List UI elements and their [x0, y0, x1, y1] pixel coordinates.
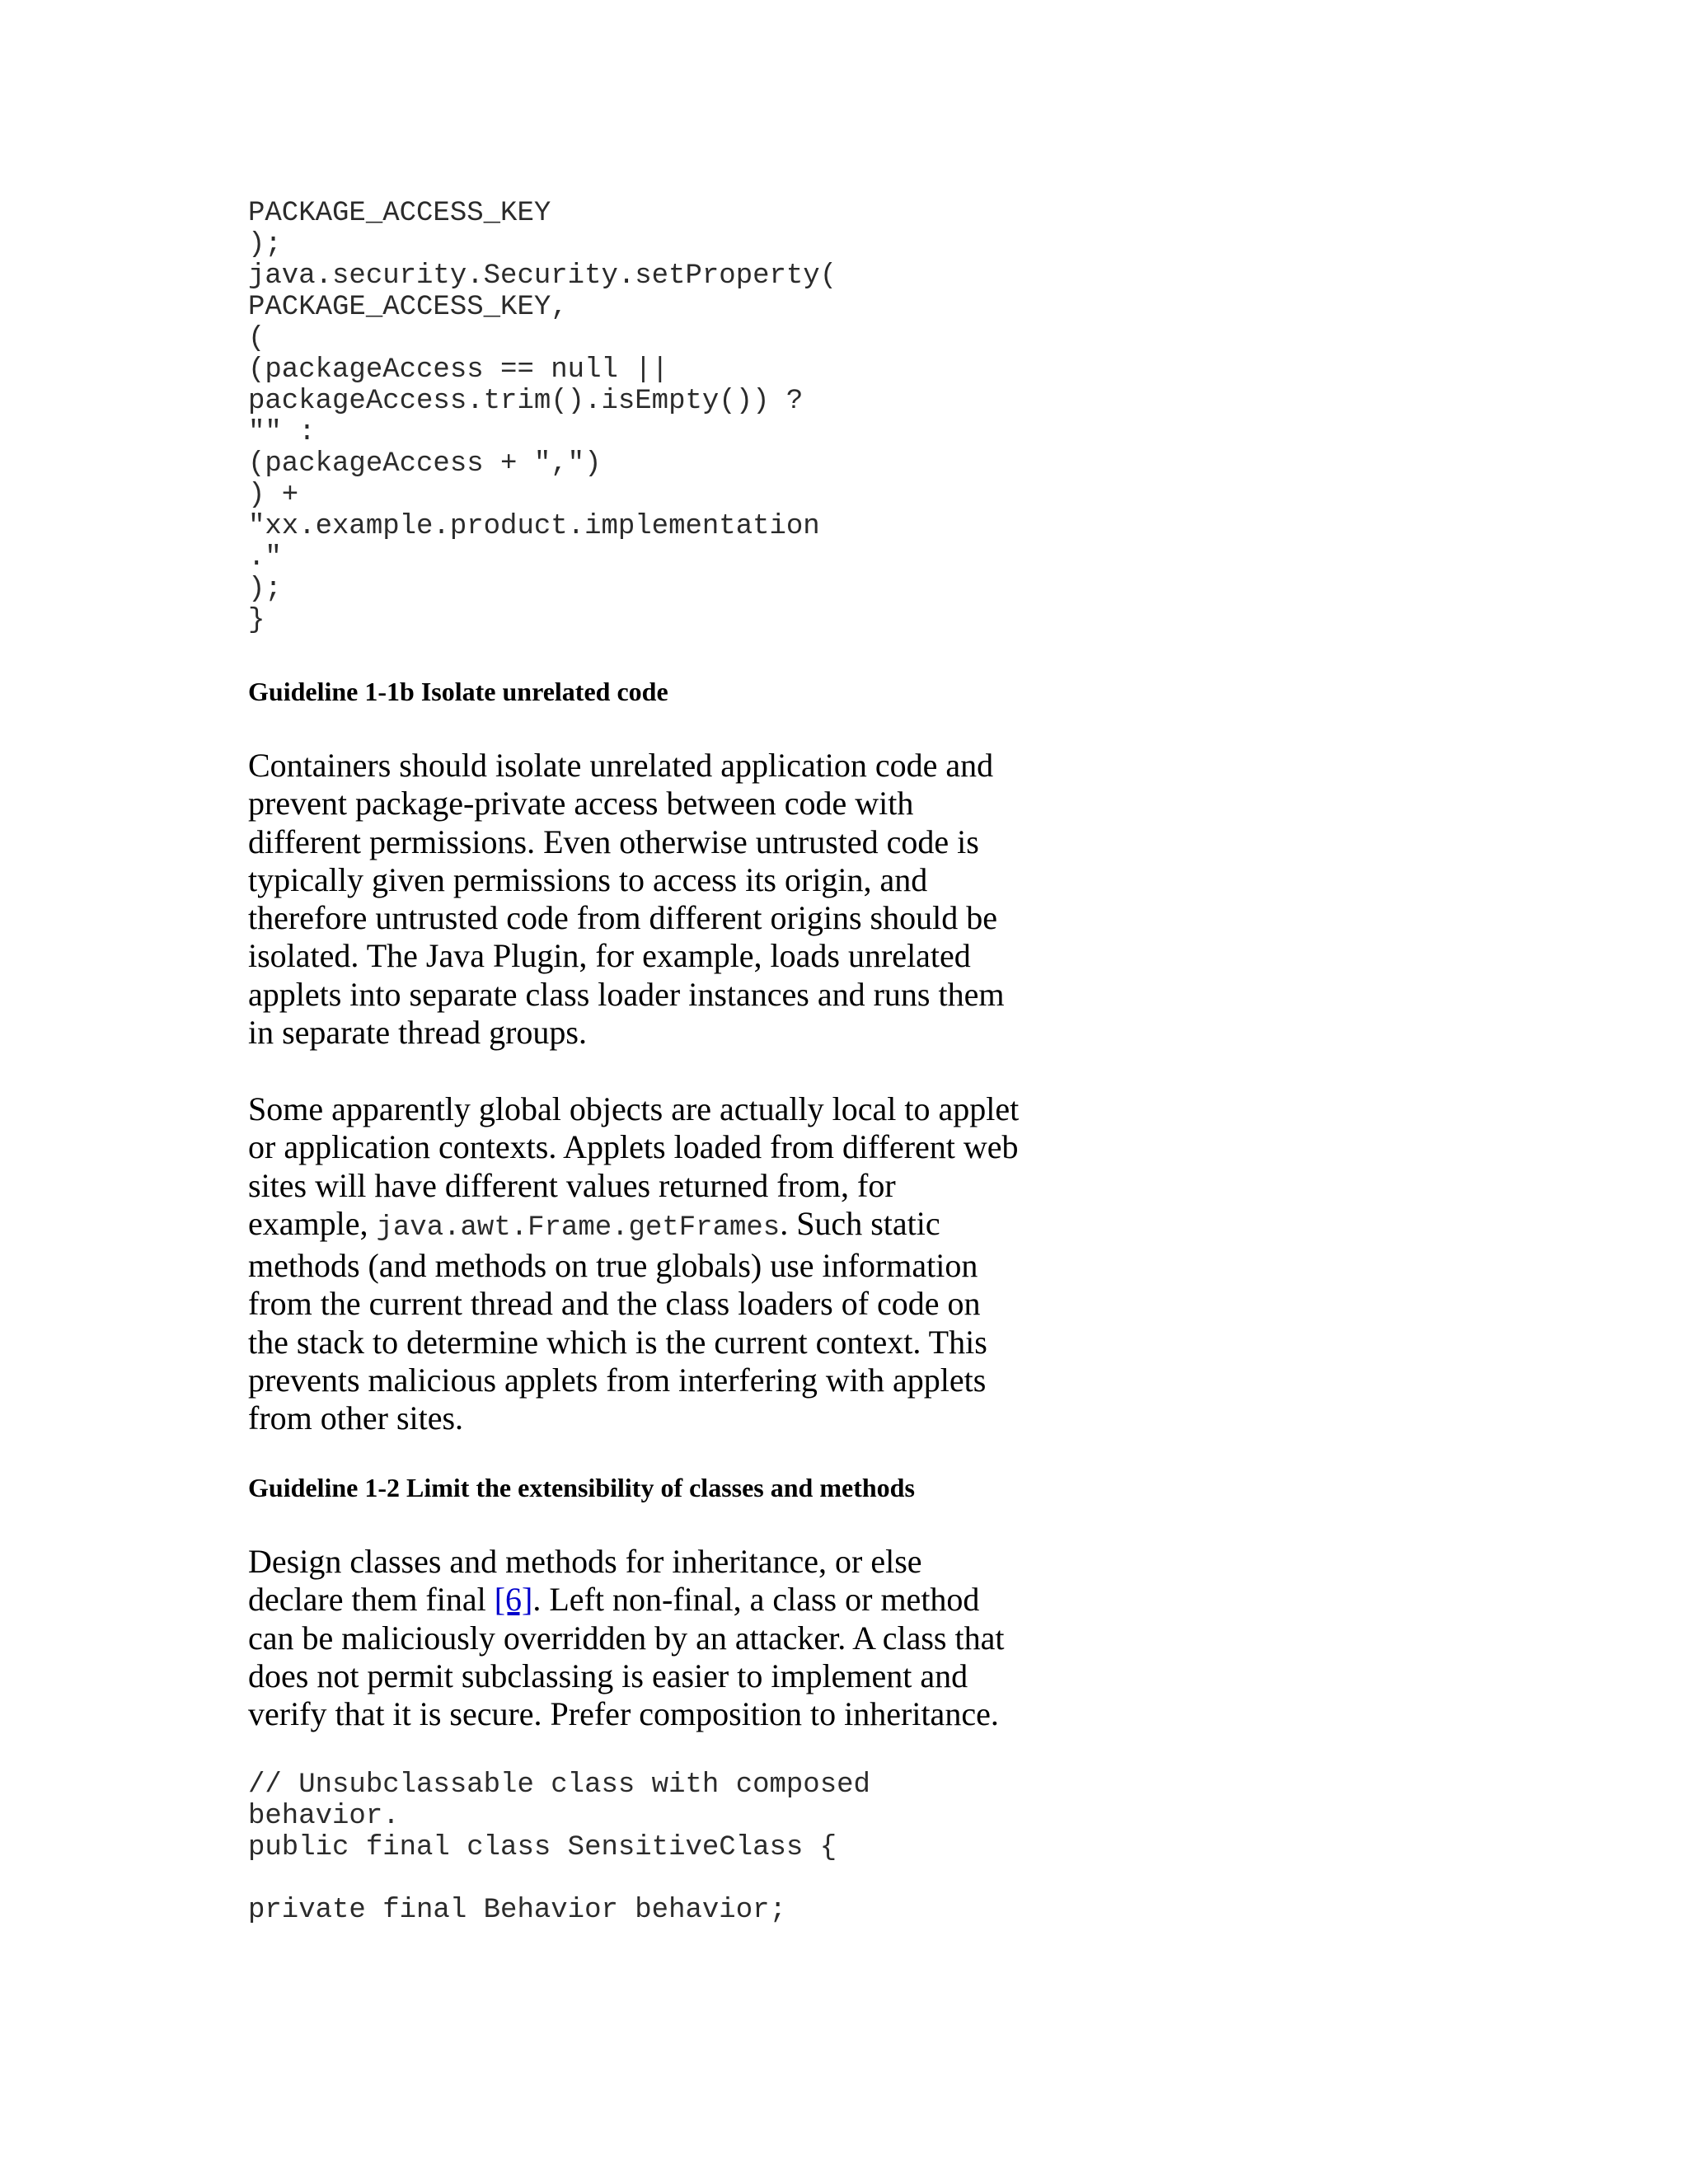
text-line: verify that it is secure. Prefer composition to inheritance.	[248, 1695, 999, 1733]
code-line: ."	[248, 542, 282, 574]
code-line: // Unsubclassable class with composed	[248, 1769, 870, 1801]
section-heading-1-1b: Guideline 1-1b Isolate unrelated code	[248, 677, 668, 706]
code-line: "" :	[248, 417, 316, 448]
text-fragment: . Such static	[780, 1204, 940, 1242]
text-line: Design classes and methods for inheritance, or else	[248, 1543, 922, 1580]
code-line: (	[248, 323, 265, 354]
text-line: applets into separate class loader instances and runs them	[248, 975, 1005, 1013]
code-line: public final class SensitiveClass {	[248, 1832, 837, 1863]
text-fragment: declare them final	[248, 1581, 495, 1619]
paragraph-limit-extensibility	[248, 1543, 1039, 1733]
code-line: PACKAGE_ACCESS_KEY,	[248, 292, 568, 323]
text-line	[248, 1205, 1039, 1247]
code-line: }	[248, 605, 265, 636]
code-line	[248, 1863, 870, 1895]
text-line: can be maliciously overridden by an attacker. A class that	[248, 1619, 1005, 1657]
paragraph-isolate-code	[248, 747, 1039, 1052]
code-line: behavior.	[248, 1801, 400, 1832]
code-line: "xx.example.product.implementation	[248, 511, 820, 542]
code-line: (packageAccess + ",")	[248, 448, 602, 480]
text-line: isolated. The Java Plugin, for example, loads unrelated	[248, 937, 971, 975]
text-line: therefore untrusted code from different origins should be	[248, 899, 997, 937]
text-line: the stack to determine which is the current context. This	[248, 1323, 987, 1361]
code-block-package-access	[248, 198, 837, 636]
code-line: (packageAccess == null ||	[248, 354, 669, 386]
text-line: does not permit subclassing is easier to implement and	[248, 1657, 968, 1694]
text-line: from the current thread and the class loaders of code on	[248, 1285, 981, 1323]
text-line: from other sites.	[248, 1399, 464, 1437]
code-line: );	[248, 229, 282, 260]
code-line: );	[248, 574, 282, 605]
code-line: ) +	[248, 480, 299, 511]
inline-code-getframes: java.awt.Frame.getFrames	[376, 1212, 781, 1244]
text-line: Containers should isolate unrelated application code and	[248, 747, 994, 784]
text-fragment: example,	[248, 1204, 377, 1242]
text-line: in separate thread groups.	[248, 1014, 587, 1052]
code-line: java.security.Security.setProperty(	[248, 260, 837, 292]
text-line: different permissions. Even otherwise untrusted code is	[248, 823, 979, 860]
code-block-sensitive-class	[248, 1769, 870, 1926]
text-line: methods (and methods on true globals) use information	[248, 1247, 978, 1285]
code-line: PACKAGE_ACCESS_KEY	[248, 198, 551, 229]
text-line: or application contexts. Applets loaded from different web	[248, 1128, 1019, 1166]
text-line: prevent package-private access between code with	[248, 785, 914, 823]
text-line	[248, 1581, 1039, 1619]
code-line: packageAccess.trim().isEmpty()) ?	[248, 386, 804, 417]
paragraph-global-objects	[248, 1090, 1039, 1438]
code-line: private final Behavior behavior;	[248, 1895, 786, 1926]
text-line: Some apparently global objects are actually local to applet	[248, 1090, 1020, 1127]
text-line: sites will have different values returned from, for	[248, 1166, 896, 1204]
text-line: typically given permissions to access its origin, and	[248, 860, 928, 898]
reference-link-6[interactable]: [6]	[494, 1581, 533, 1619]
text-line: prevents malicious applets from interfering with applets	[248, 1361, 987, 1399]
text-fragment: . Left non-final, a class or method	[532, 1581, 980, 1619]
section-heading-1-2: Guideline 1-2 Limit the extensibility of classes and methods	[248, 1473, 915, 1502]
